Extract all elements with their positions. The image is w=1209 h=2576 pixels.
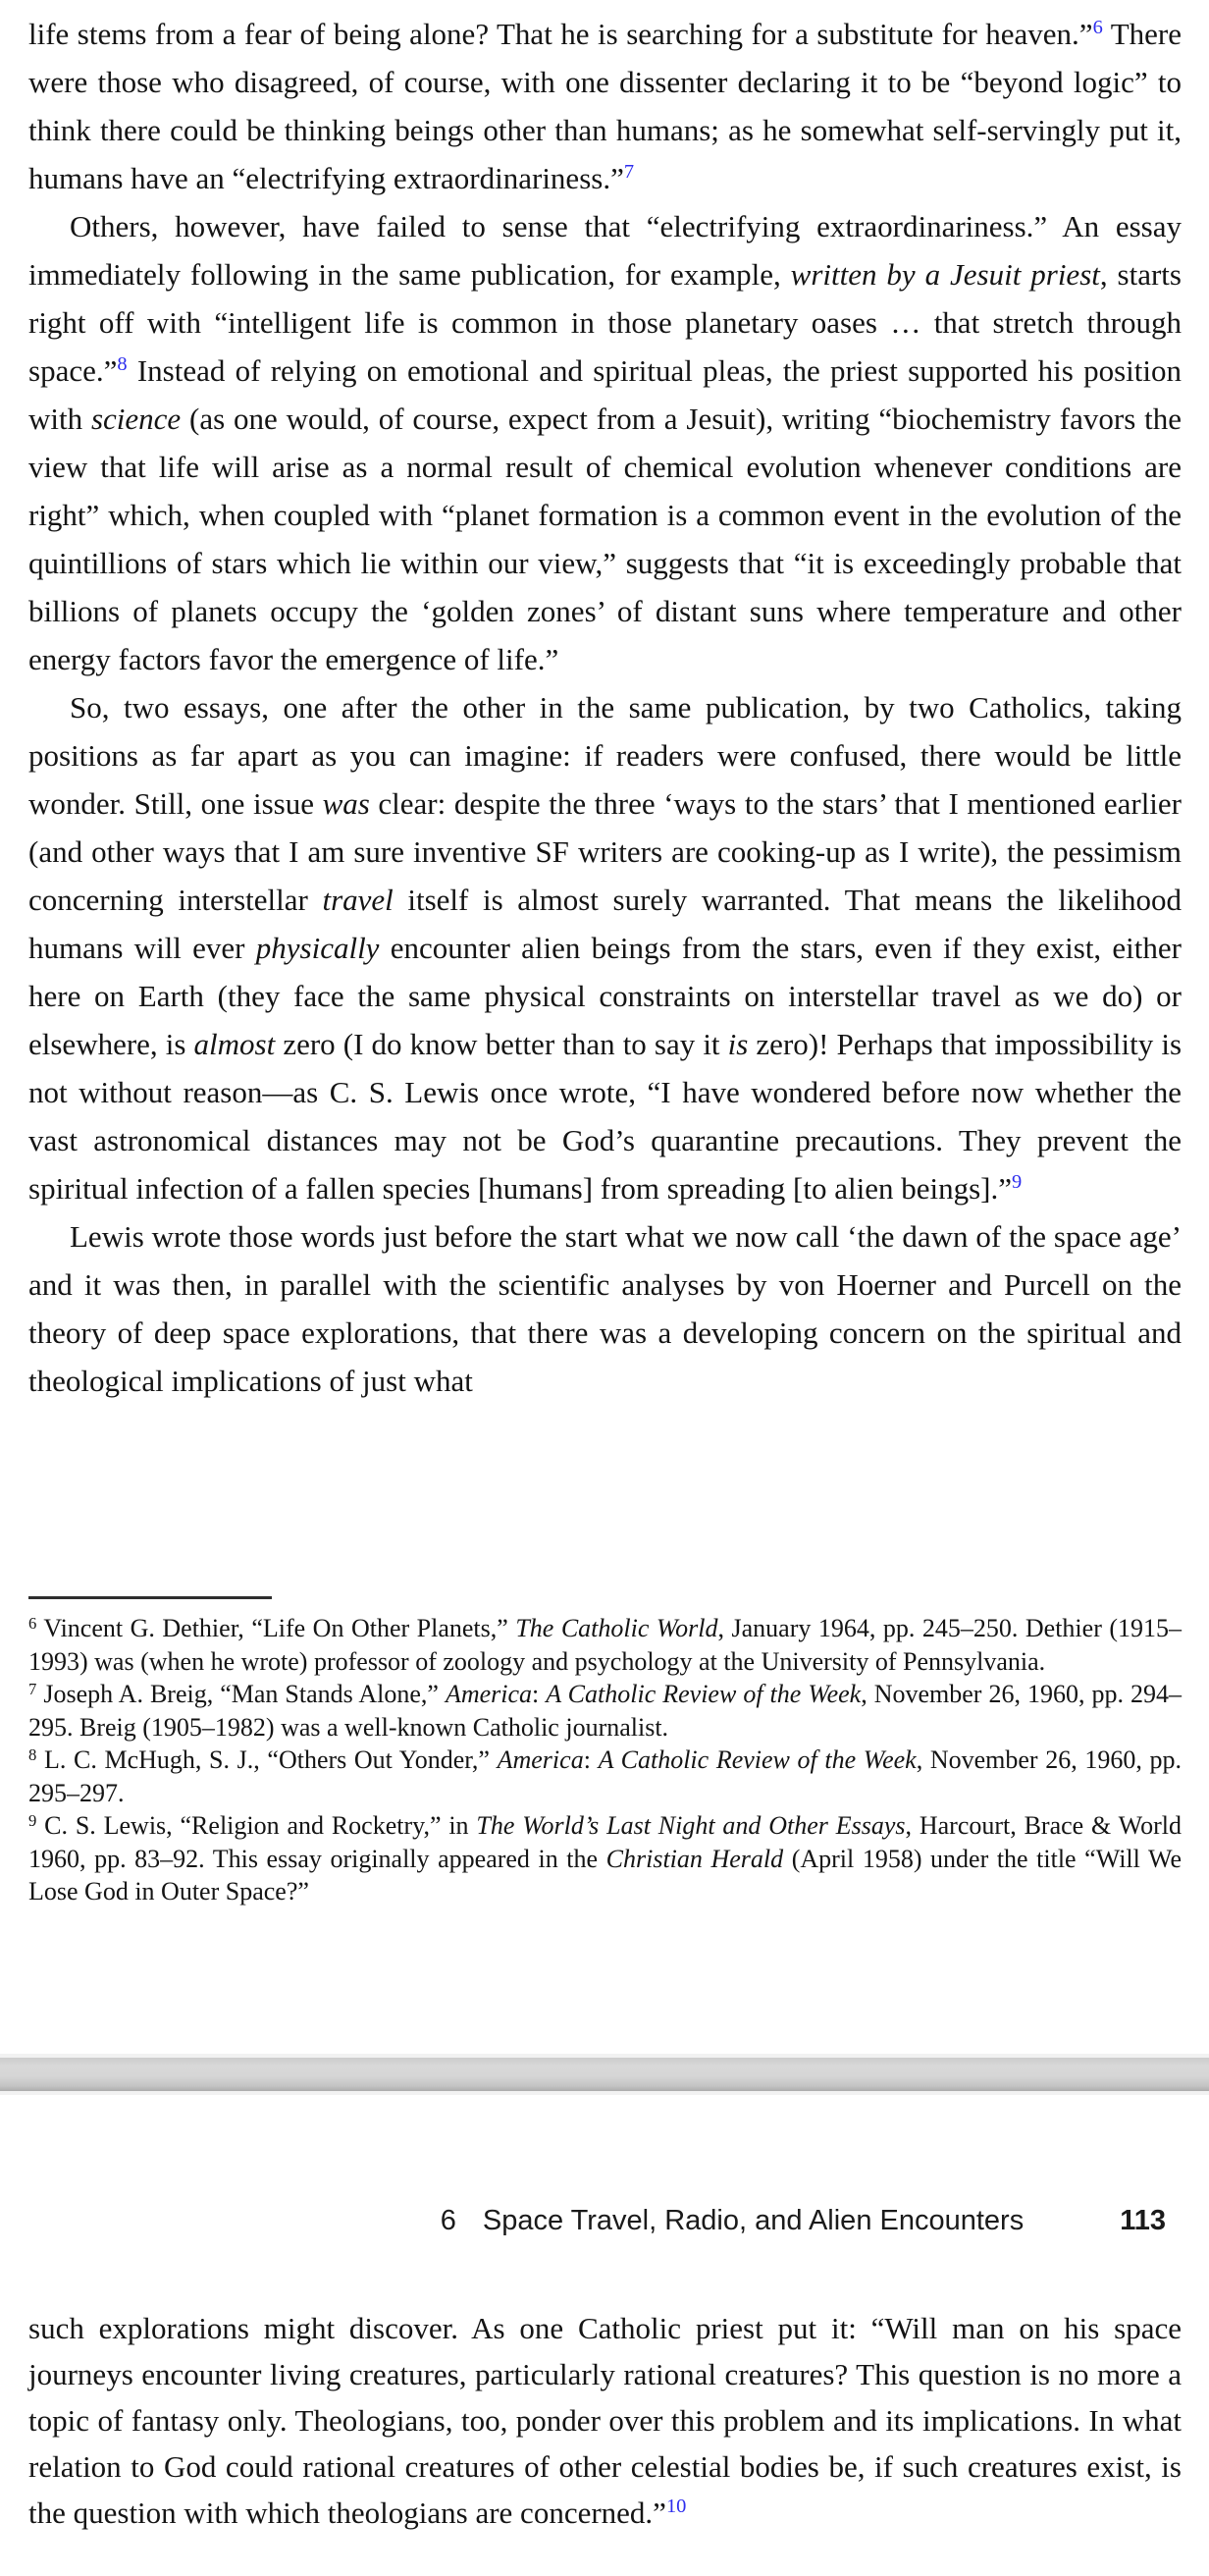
chapter-number: 6 [440, 2205, 456, 2236]
page-1-body [28, 10, 1182, 1405]
italic-text: science [90, 402, 182, 436]
text-run: , Harcourt, Brace & World 1960, pp. 83–92. This essay originally appeared in the [28, 1811, 1182, 1873]
text-run: , January 1964, pp. 245–250. Dethier (1915–1993) was (when he wrote) professor of zoology and psychology at the University of Pennsylvania. [28, 1614, 1183, 1676]
footnote-number: 8 [28, 1744, 37, 1764]
italic-text: travel [322, 883, 394, 917]
footnote-number: 7 [28, 1679, 37, 1698]
page-divider [0, 2054, 1209, 2095]
text-run: Others, however, have failed to sense that “electrifying extraordinariness.” An essay immediately following in the same publication, for example, [28, 209, 1182, 292]
footnote-ref[interactable]: 10 [665, 2496, 687, 2518]
body-paragraph [28, 683, 1182, 1212]
italic-text: written by a Jesuit priest [790, 257, 1100, 292]
footnote-ref[interactable]: 6 [1092, 17, 1103, 39]
body-paragraph [28, 202, 1182, 683]
text-run: L. C. McHugh, S. J., “Others Out Yonder,” [43, 1745, 498, 1774]
text-run: : [583, 1745, 599, 1774]
text-run: , November 26, 1960, pp. 295–297. [28, 1745, 1183, 1807]
text-run: Joseph A. Breig, “Man Stands Alone,” [43, 1680, 446, 1708]
italic-text: A Catholic Review of the Week [598, 1745, 917, 1774]
italic-text: physically [255, 931, 380, 965]
body-paragraph [28, 1212, 1182, 1405]
text-run: Instead of relying on emotional and spiritual pleas, the priest supported his position with [28, 353, 1182, 436]
italic-text: almost [193, 1027, 276, 1061]
running-title: Space Travel, Radio, and Alien Encounters [482, 2205, 1025, 2236]
footnote [28, 1612, 1182, 1678]
running-header [28, 2205, 1182, 2237]
text-run: C. S. Lewis, “Religion and Rocketry,” in [44, 1811, 477, 1840]
text-run: clear: despite the three ‘ways to the stars’ that I mentioned earlier (and other ways that I am sure inventive SF writers are cooking-up as I write), the pessimism concerning interstellar [28, 786, 1182, 917]
italic-text: is [727, 1027, 749, 1061]
text-run: Lewis wrote those words just before the start what we now call ‘the dawn of the space age’ and it was then, in parallel with the scientific analyses by von Hoerner and Purcell on the theory of deep space explorations, that there was a developing concern on the spiritual and theological implications of just what [28, 1219, 1182, 1398]
italic-text: America [497, 1745, 584, 1774]
text-run: zero)! Perhaps that impossibility is not without reason—as C. S. Lewis once wrote, “I have wondered before now whether the vast astronomical distances may not be God’s quarantine precautions. They prevent the spiritual infection of a fallen species [humans] from spreading [to alien beings].” [28, 1027, 1183, 1206]
italic-text: was [322, 786, 370, 821]
footnote-ref[interactable]: 7 [623, 161, 635, 184]
italic-text: A Catholic Review of the Week [546, 1680, 862, 1708]
footnote-list [28, 1612, 1182, 1908]
text-run: So, two essays, one after the other in the same publication, by two Catholics, taking positions as far apart as you can imagine: if readers were confused, there would be little wonder. Still, one issue [28, 690, 1182, 821]
page-number: 113 [1120, 2205, 1166, 2236]
footnote [28, 1678, 1182, 1744]
text-run: life stems from a fear of being alone? That he is searching for a substitute for heaven.” [28, 17, 1093, 51]
text-run: : [532, 1680, 547, 1708]
footnote [28, 1744, 1182, 1809]
footnote-rule [28, 1596, 272, 1599]
italic-text: The World’s Last Night and Other Essays [476, 1811, 906, 1840]
text-run: (as one would, of course, expect from a Jesuit), writing “biochemistry favors the view that life will arise as a normal result of chemical evolution whenever conditions are right” which, when coupled with “planet formation is a common event in the evolution of the quintillions of stars which lie within our view,” suggests that “it is exceedingly probable that billions of planets occupy the ‘golden zones’ of distant suns where temperature and other energy factors favor the emergence of life.” [28, 402, 1182, 676]
text-run: , starts right off with “intelligent life is common in those planetary oases … that stretch through space.” [28, 257, 1182, 388]
italic-text: The Catholic World [515, 1614, 718, 1642]
text-run: There were those who disagreed, of course, with one dissenter declaring it to be “beyond logic” to think there could be thinking beings other than humans; as he somewhat self-servingly put it, humans have an “electrifying extraordinariness.” [28, 17, 1182, 195]
page-divider-band [0, 2058, 1209, 2091]
italic-text: Christian Herald [605, 1844, 784, 1873]
text-run: zero (I do know better than to say it [275, 1027, 728, 1061]
footnote-ref[interactable]: 9 [1012, 1171, 1023, 1194]
footnote-number: 6 [28, 1613, 37, 1633]
text-run: Vincent G. Dethier, “Life On Other Planets,” [43, 1614, 516, 1642]
text-run: encounter alien beings from the stars, even if they exist, either here on Earth (they face the same physical constraints on interstellar travel as we do) or elsewhere, is [28, 931, 1182, 1061]
footnote-ref[interactable]: 8 [117, 353, 128, 376]
text-run: , November 26, 1960, pp. 294–295. Breig (1905–1982) was a well-known Catholic journalist. [28, 1680, 1182, 1742]
body-paragraph [28, 10, 1182, 202]
text-run: itself is almost surely warranted. That means the likelihood humans will ever [28, 883, 1182, 965]
footnote [28, 1809, 1182, 1908]
footnote-number: 9 [28, 1810, 37, 1830]
page-2-body [28, 2305, 1182, 2536]
italic-text: America [445, 1680, 533, 1708]
footnotes-section [28, 1596, 1182, 1908]
body-paragraph [28, 2305, 1182, 2536]
text-run: (April 1958) under the title “Will We Lose God in Outer Space?” [28, 1844, 1182, 1905]
text-run: such explorations might discover. As one Catholic priest put it: “Will man on his space journeys encounter living creatures, particularly rational creatures? This question is no more a topic of fantasy only. Theologians, too, ponder over this problem and its implications. In what relation to God could rational creatures of other celestial bodies be, if such creatures exist, is the question with which theologians are concerned.” [28, 2311, 1182, 2530]
